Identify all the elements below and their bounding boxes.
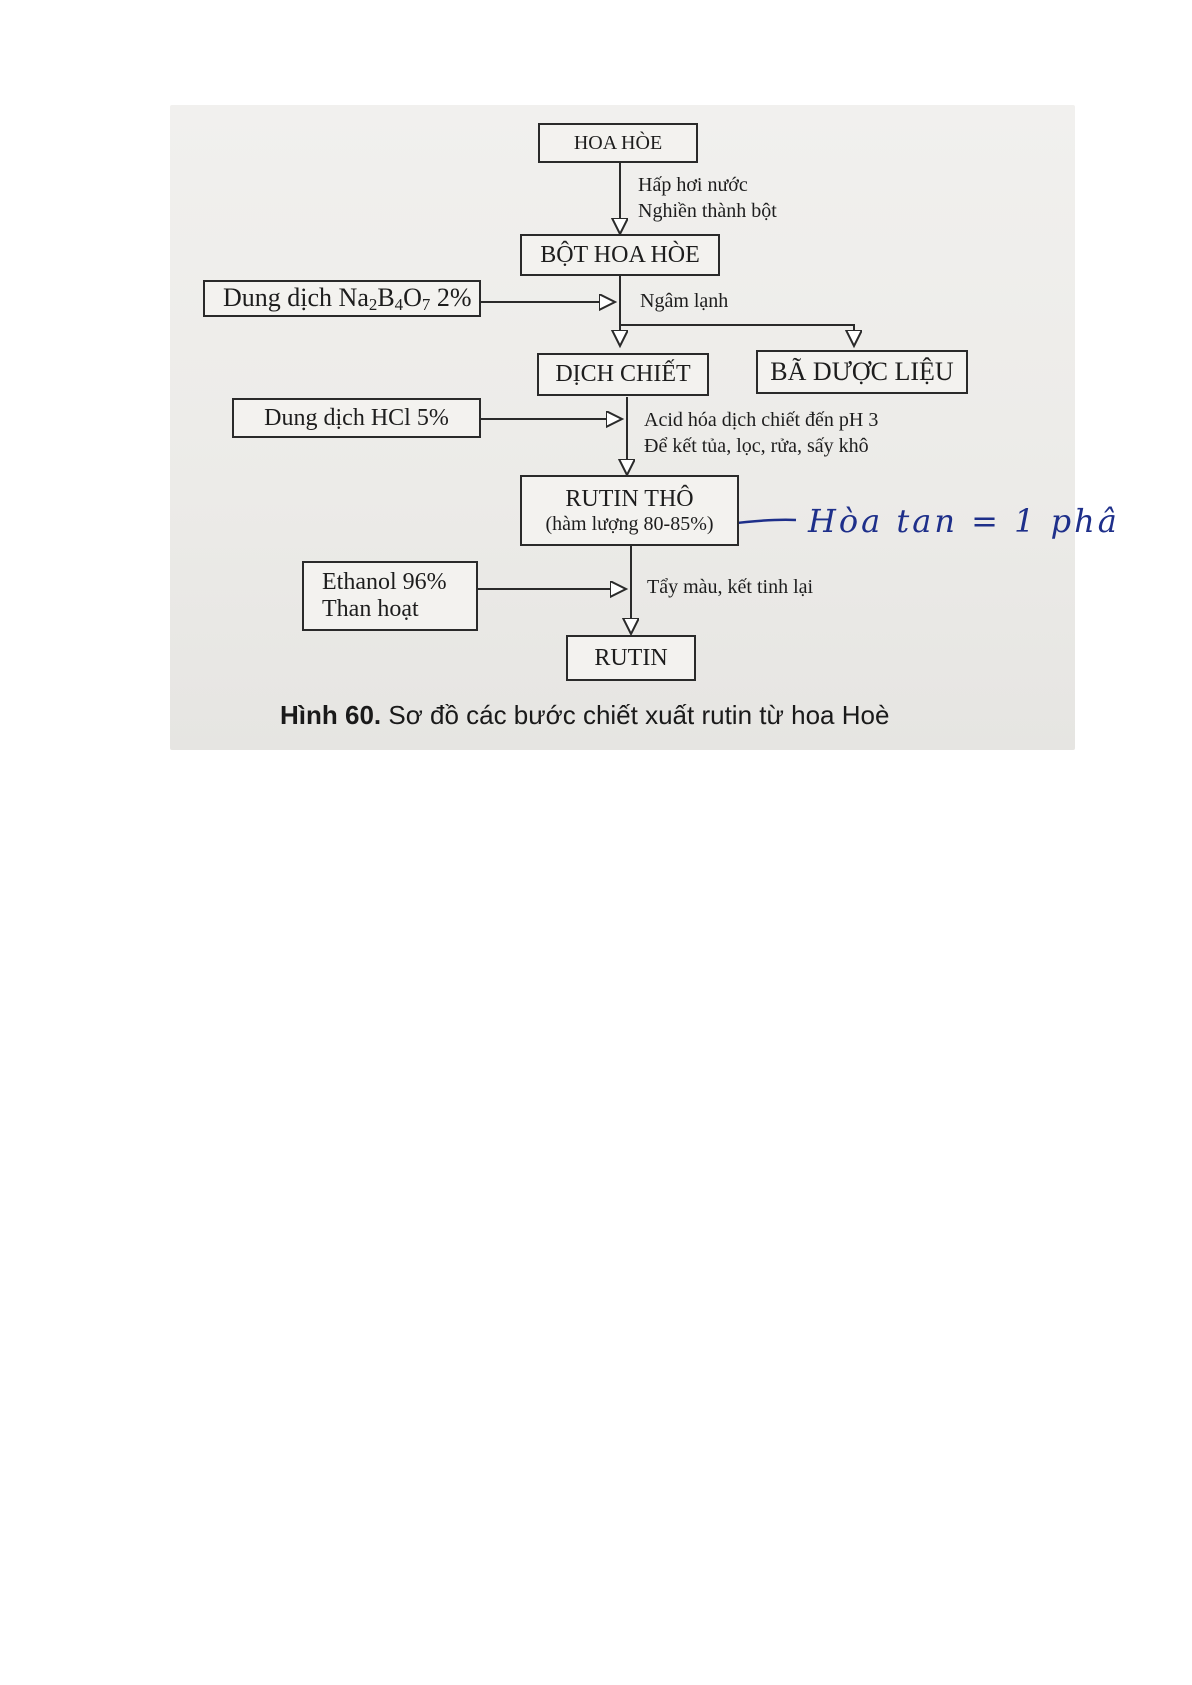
node-hoa-hoe-label: HOA HÒE xyxy=(573,131,663,154)
step1-line1: Hấp hơi nước xyxy=(638,174,748,196)
node-ba-duoc-lieu-label: BÃ DƯỢC LIỆU xyxy=(770,357,954,386)
node-rutin-tho-label: RUTIN THÔ xyxy=(565,485,694,512)
step1-line2: Nghiền thành bột xyxy=(638,200,777,222)
node-ethanol-line1: Ethanol 96% xyxy=(322,569,447,595)
node-rutin-tho xyxy=(520,475,739,546)
node-rutin xyxy=(566,635,696,681)
node-dich-chiet xyxy=(537,353,709,396)
arrow-split-to-ba xyxy=(620,325,854,346)
step1-note xyxy=(638,172,777,224)
node-hcl-solution-label: Dung dịch HCl 5% xyxy=(264,404,449,431)
caption-label: Hình 60. xyxy=(280,700,382,730)
node-ba-duoc-lieu xyxy=(756,350,968,394)
step3-line2: Để kết tủa, lọc, rửa, sấy khô xyxy=(644,435,869,457)
node-rutin-label: RUTIN xyxy=(594,644,668,671)
node-bot-hoa-hoe xyxy=(520,234,720,276)
node-dich-chiet-label: DỊCH CHIẾT xyxy=(555,361,691,387)
handwritten-note: Hòa tan = 1 phâ xyxy=(808,502,1120,540)
node-rutin-tho-content: (hàm lượng 80-85%) xyxy=(545,512,714,535)
caption-text: Sơ đồ các bước chiết xuất rutin từ hoa Hoè xyxy=(381,700,890,730)
node-ethanol xyxy=(302,561,478,631)
node-hcl-solution xyxy=(232,398,481,438)
figure-caption xyxy=(280,700,889,731)
step2-note: Ngâm lạnh xyxy=(640,290,729,312)
node-na-solution xyxy=(203,280,481,317)
node-ethanol-line2: Than hoạt xyxy=(322,596,419,622)
step4-note: Tẩy màu, kết tinh lại xyxy=(647,576,814,598)
node-bot-hoa-hoe-label: BỘT HOA HÒE xyxy=(540,241,700,268)
node-na-solution-label: Dung dịch $Na_2B_4O_7$ 2% xyxy=(223,282,472,314)
node-hoa-hoe xyxy=(538,123,698,163)
step3-line1: Acid hóa dịch chiết đến pH 3 xyxy=(644,409,879,431)
step3-note xyxy=(644,407,878,459)
